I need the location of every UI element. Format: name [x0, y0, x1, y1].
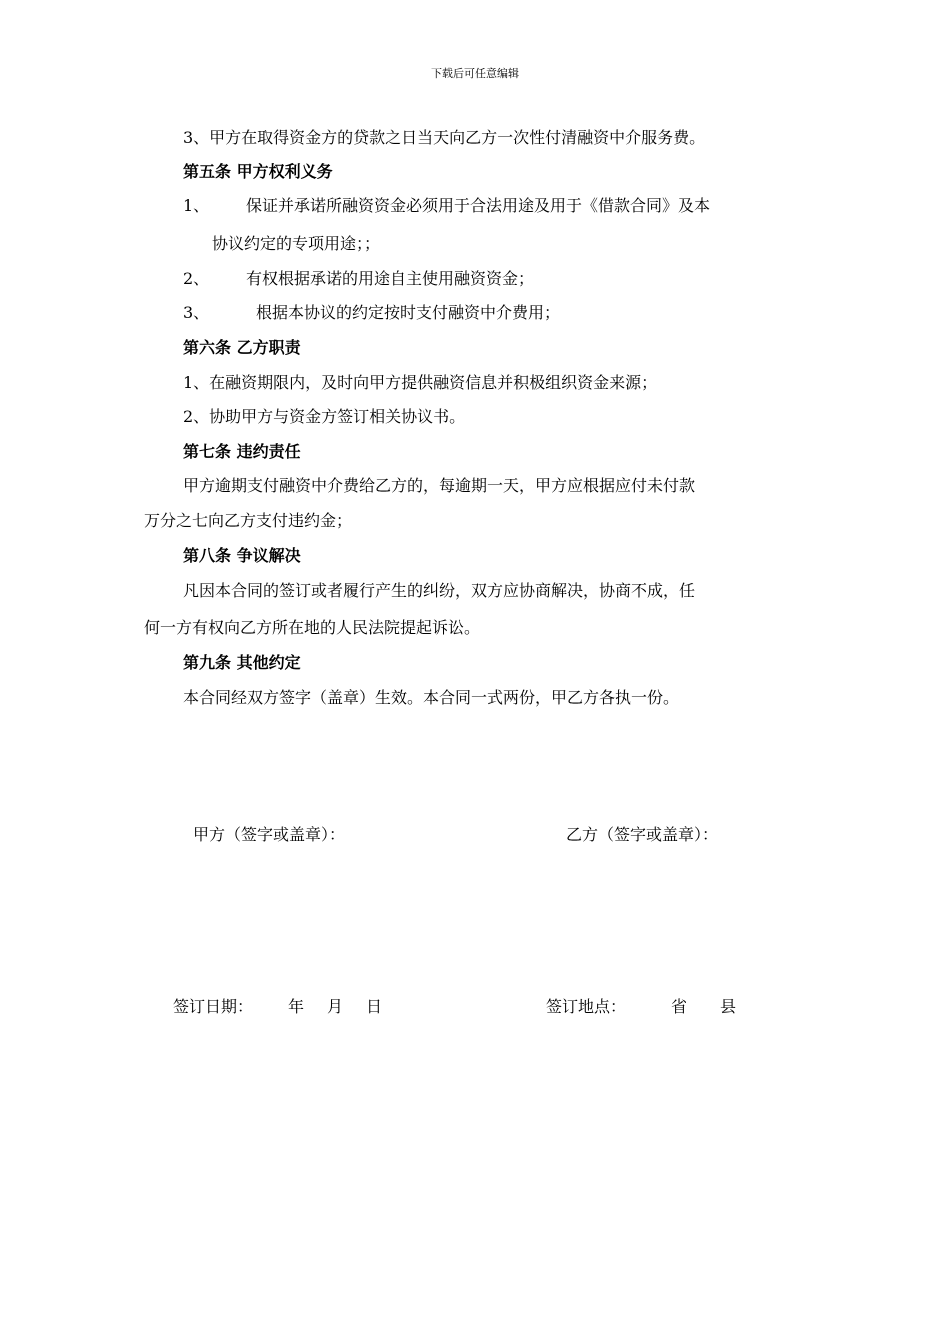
- art7-paragraph-line2: 万分之七向乙方支付违约金；: [144, 511, 353, 530]
- signing-date-label: 签订日期：: [173, 997, 254, 1016]
- signing-place-province: 省: [671, 997, 688, 1016]
- art9-paragraph: 本合同经双方签字（盖章）生效。本合同一式两份，甲乙方各执一份。: [183, 688, 680, 707]
- article-7-title: 第七条 违约责任: [183, 442, 301, 461]
- art5-item3-text: 根据本协议的约定按时支付融资中介费用；: [256, 303, 561, 322]
- art8-paragraph-line2: 何一方有权向乙方所在地的人民法院提起诉讼。: [144, 618, 481, 637]
- article-6-title: 第六条 乙方职责: [183, 338, 301, 357]
- signing-date-month: 月: [327, 997, 344, 1016]
- party-b-signature-label: 乙方（签字或盖章）：: [566, 825, 719, 844]
- party-a-signature-label: 甲方（签字或盖章）：: [193, 825, 346, 844]
- art5-item2-number: 2、: [183, 269, 210, 288]
- art5-item1-number: 1、: [183, 196, 210, 215]
- article-8-title: 第八条 争议解决: [183, 546, 301, 565]
- page-header: 下载后可任意编辑: [431, 67, 519, 80]
- article-5-title: 第五条 甲方权利义务: [183, 162, 333, 181]
- signing-place-label: 签订地点：: [546, 997, 627, 1016]
- art6-item1: 1、在融资期限内，及时向甲方提供融资信息并积极组织资金来源；: [183, 373, 658, 392]
- signing-place-county: 县: [720, 997, 737, 1016]
- art8-paragraph-line1: 凡因本合同的签订或者履行产生的纠纷，双方应协商解决，协商不成，任: [183, 581, 696, 600]
- article-9-title: 第九条 其他约定: [183, 653, 301, 672]
- art5-item2-text: 有权根据承诺的用途自主使用融资资金；: [246, 269, 535, 288]
- art5-item1-text: 保证并承诺所融资资金必须用于合法用途及用于《借款合同》及本: [246, 196, 711, 215]
- signing-date-year: 年: [288, 997, 305, 1016]
- art5-item1-continued: 协议约定的专项用途；；: [212, 234, 381, 253]
- signing-date-day: 日: [366, 997, 383, 1016]
- art7-paragraph-line1: 甲方逾期支付融资中介费给乙方的，每逾期一天，甲方应根据应付未付款: [183, 476, 696, 495]
- art5-item3-number: 3、: [183, 303, 210, 322]
- clause-3-payment: 3、甲方在取得资金方的贷款之日当天向乙方一次性付清融资中介服务费。: [183, 128, 706, 147]
- art6-item2: 2、协助甲方与资金方签订相关协议书。: [183, 407, 466, 426]
